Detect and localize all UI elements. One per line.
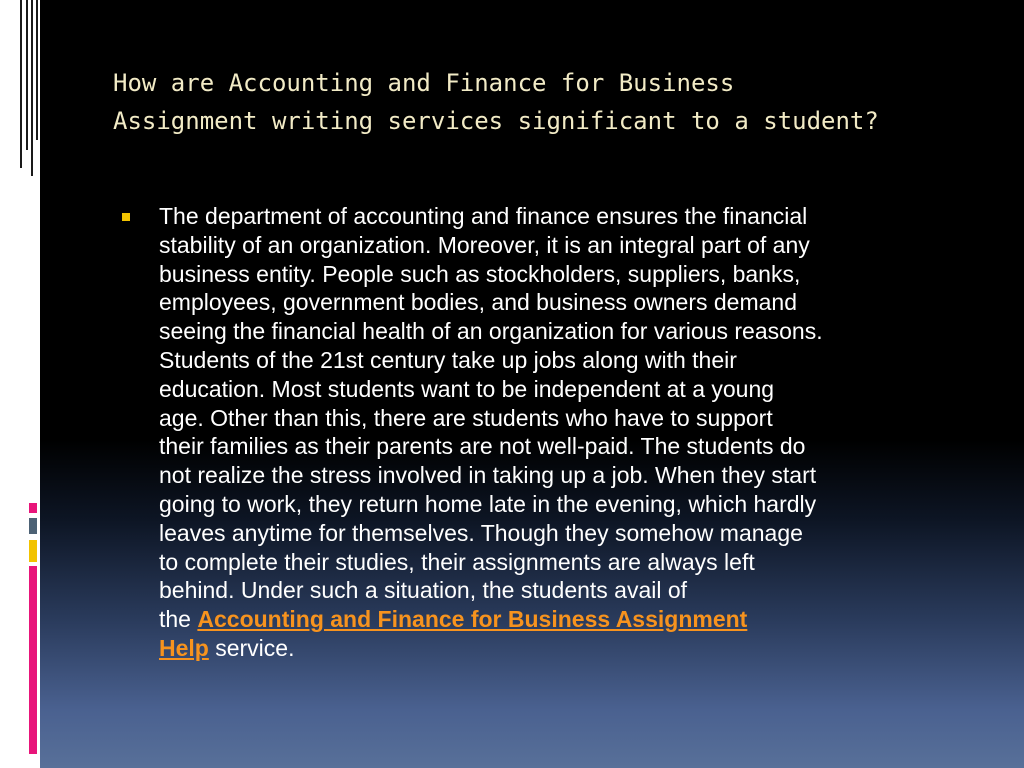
assignment-help-link[interactable]: Accounting and Finance for Business Assignment Help: [159, 606, 748, 661]
decorative-line: [26, 0, 28, 150]
body-text-end: service.: [208, 634, 295, 661]
bullet-icon: [122, 213, 130, 221]
accent-bar-yellow: [29, 540, 37, 562]
body-text: The department of accounting and finance ensures the financial stability of an organization. Moreover, it is an integral part of any business entity. People such as stockholders, suppliers, banks, employees, government bodies, and business owners demand seeing the financial health of an organization for various reasons. Students of the 21st century take up jobs along with their education. Most students want to be independent at a young age. Other than this, there are students who have to support their families as their parents are not well-paid. The students do not realize the stress involved in taking up a job. When they start going to work, they return home late in the evening, which hardly leaves anytime for themselves. Though they somehow manage to complete their studies, their assignments are always left behind. Under such a situation, the students avail of the: [159, 203, 823, 633]
accent-bar-gray: [29, 518, 37, 534]
decorative-line: [31, 0, 33, 176]
decorative-line: [20, 0, 22, 168]
slide-body: [159, 202, 979, 663]
left-decoration-strip: [0, 0, 40, 768]
decorative-line: [36, 0, 38, 140]
decorative-vertical-lines: [18, 0, 40, 180]
slide-title: How are Accounting and Finance for Business Assignment writing services significant to a student?: [113, 69, 879, 135]
accent-bar-pink: [29, 503, 37, 513]
accent-bar-pink-long: [29, 566, 37, 754]
